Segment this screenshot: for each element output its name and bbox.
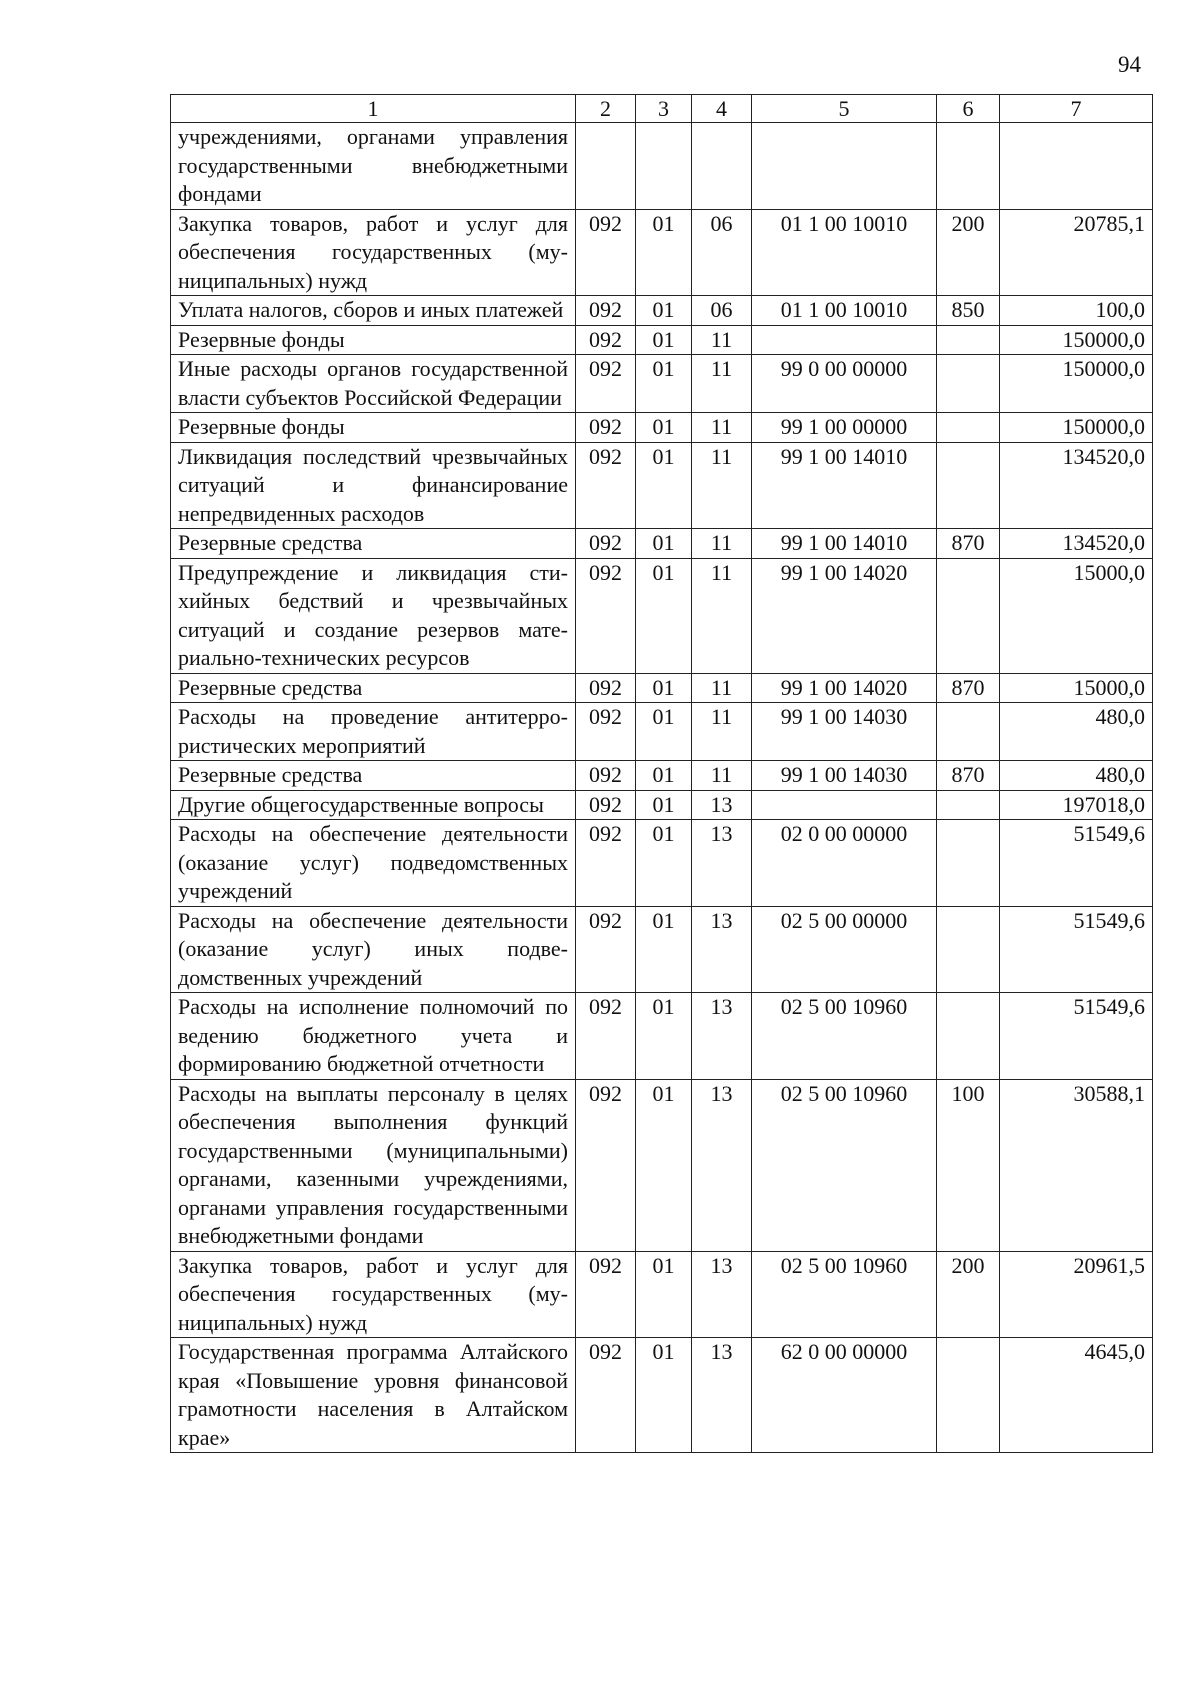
section-code-cell: 01 [636, 820, 692, 907]
amount-cell: 480,0 [1000, 703, 1153, 761]
target-article-cell [752, 325, 937, 355]
subsection-code-cell: 11 [692, 442, 752, 529]
admin-code-cell: 092 [576, 529, 636, 559]
subsection-code-cell: 13 [692, 906, 752, 993]
section-code-cell: 01 [636, 906, 692, 993]
expense-type-cell: 850 [937, 296, 1000, 326]
amount-cell: 150000,0 [1000, 355, 1153, 413]
table-row [171, 906, 1153, 993]
expense-type-cell: 100 [937, 1079, 1000, 1251]
section-code-cell: 01 [636, 1079, 692, 1251]
admin-code-cell: 092 [576, 558, 636, 673]
item-name-cell: Предупреждение и ликвидация стихийных бедствий и чрезвычайных ситуаций и создание резервов материально-технических ресурсов [171, 558, 576, 673]
target-article-cell: 02 5 00 10960 [752, 1079, 937, 1251]
amount-cell: 51549,6 [1000, 820, 1153, 907]
expense-type-cell [937, 558, 1000, 673]
expense-type-cell [937, 413, 1000, 443]
admin-code-cell: 092 [576, 703, 636, 761]
amount-cell: 51549,6 [1000, 993, 1153, 1080]
section-code-cell: 01 [636, 413, 692, 443]
section-code-cell: 01 [636, 703, 692, 761]
admin-code-cell: 092 [576, 673, 636, 703]
table-row [171, 993, 1153, 1080]
expense-type-cell: 200 [937, 1251, 1000, 1338]
subsection-code-cell: 13 [692, 790, 752, 820]
section-code-cell: 01 [636, 673, 692, 703]
target-article-cell: 02 5 00 00000 [752, 906, 937, 993]
subsection-code-cell: 11 [692, 413, 752, 443]
amount-cell: 4645,0 [1000, 1338, 1153, 1453]
target-article-cell: 02 5 00 10960 [752, 993, 937, 1080]
admin-code-cell: 092 [576, 296, 636, 326]
amount-cell: 197018,0 [1000, 790, 1153, 820]
column-header: 4 [692, 95, 752, 123]
amount-cell: 20961,5 [1000, 1251, 1153, 1338]
target-article-cell: 62 0 00 00000 [752, 1338, 937, 1453]
item-name-cell: Закупка товаров, работ и услуг для обеспечения государственных (муниципальных) нужд [171, 1251, 576, 1338]
expense-type-cell: 200 [937, 209, 1000, 296]
subsection-code-cell: 11 [692, 529, 752, 559]
amount-cell: 150000,0 [1000, 325, 1153, 355]
target-article-cell [752, 790, 937, 820]
section-code-cell: 01 [636, 1251, 692, 1338]
item-name-cell: Расходы на исполнение полномочий по ведению бюджетного учета и формированию бюджетной отчетности [171, 993, 576, 1080]
table-row [171, 529, 1153, 559]
section-code-cell: 01 [636, 790, 692, 820]
table-row [171, 325, 1153, 355]
subsection-code-cell: 13 [692, 1251, 752, 1338]
target-article-cell: 01 1 00 10010 [752, 209, 937, 296]
subsection-code-cell: 11 [692, 703, 752, 761]
table-row [171, 790, 1153, 820]
amount-cell: 51549,6 [1000, 906, 1153, 993]
table-row [171, 296, 1153, 326]
item-name-cell: учреждениями, органами управления государственными внебюджетными фондами [171, 123, 576, 210]
expense-type-cell [937, 442, 1000, 529]
item-name-cell: Расходы на проведение антитеррористических мероприятий [171, 703, 576, 761]
page-number: 94 [1118, 52, 1141, 77]
admin-code-cell: 092 [576, 1251, 636, 1338]
item-name-cell: Расходы на выплаты персоналу в целях обеспечения выполнения функций государственными (муниципальными) органами, казенными учреждениями, органами управления государственными внебюджетными фондами [171, 1079, 576, 1251]
table-row [171, 209, 1153, 296]
item-name-cell: Уплата налогов, сборов и иных платежей [171, 296, 576, 326]
item-name-cell: Резервные фонды [171, 325, 576, 355]
table-row [171, 820, 1153, 907]
amount-cell: 20785,1 [1000, 209, 1153, 296]
expense-type-cell [937, 906, 1000, 993]
section-code-cell: 01 [636, 993, 692, 1080]
table-row [171, 673, 1153, 703]
section-code-cell: 01 [636, 529, 692, 559]
subsection-code-cell: 13 [692, 820, 752, 907]
admin-code-cell: 092 [576, 790, 636, 820]
admin-code-cell: 092 [576, 1338, 636, 1453]
section-code-cell: 01 [636, 558, 692, 673]
subsection-code-cell [692, 123, 752, 210]
section-code-cell: 01 [636, 1338, 692, 1453]
section-code-cell: 01 [636, 325, 692, 355]
subsection-code-cell: 11 [692, 558, 752, 673]
table-body [171, 123, 1153, 1453]
table-row [171, 355, 1153, 413]
column-header: 5 [752, 95, 937, 123]
admin-code-cell: 092 [576, 355, 636, 413]
expense-type-cell [937, 1338, 1000, 1453]
section-code-cell: 01 [636, 442, 692, 529]
section-code-cell: 01 [636, 296, 692, 326]
admin-code-cell: 092 [576, 209, 636, 296]
expense-type-cell: 870 [937, 529, 1000, 559]
subsection-code-cell: 11 [692, 355, 752, 413]
item-name-cell: Ликвидация последствий чрезвычайных ситуаций и финансирование непредвиденных расходов [171, 442, 576, 529]
target-article-cell: 99 1 00 14010 [752, 529, 937, 559]
amount-cell: 30588,1 [1000, 1079, 1153, 1251]
admin-code-cell: 092 [576, 820, 636, 907]
subsection-code-cell: 11 [692, 673, 752, 703]
header-row [171, 95, 1153, 123]
amount-cell: 134520,0 [1000, 442, 1153, 529]
target-article-cell: 01 1 00 10010 [752, 296, 937, 326]
column-header: 3 [636, 95, 692, 123]
amount-cell: 150000,0 [1000, 413, 1153, 443]
subsection-code-cell: 11 [692, 761, 752, 791]
table-row [171, 1251, 1153, 1338]
section-code-cell: 01 [636, 761, 692, 791]
table-row [171, 1338, 1153, 1453]
admin-code-cell: 092 [576, 993, 636, 1080]
table-row [171, 761, 1153, 791]
subsection-code-cell: 13 [692, 1079, 752, 1251]
target-article-cell: 99 1 00 14020 [752, 673, 937, 703]
subsection-code-cell: 13 [692, 993, 752, 1080]
expense-type-cell: 870 [937, 761, 1000, 791]
item-name-cell: Закупка товаров, работ и услуг для обеспечения государственных (муниципальных) нужд [171, 209, 576, 296]
table-row [171, 123, 1153, 210]
expense-type-cell [937, 325, 1000, 355]
target-article-cell: 99 1 00 14010 [752, 442, 937, 529]
item-name-cell: Резервные средства [171, 761, 576, 791]
expense-type-cell [937, 355, 1000, 413]
subsection-code-cell: 06 [692, 296, 752, 326]
table-row [171, 413, 1153, 443]
amount-cell: 100,0 [1000, 296, 1153, 326]
admin-code-cell: 092 [576, 906, 636, 993]
item-name-cell: Иные расходы органов государственной власти субъектов Российской Федерации [171, 355, 576, 413]
table-row [171, 703, 1153, 761]
section-code-cell: 01 [636, 355, 692, 413]
target-article-cell [752, 123, 937, 210]
admin-code-cell: 092 [576, 761, 636, 791]
table-row [171, 558, 1153, 673]
section-code-cell: 01 [636, 209, 692, 296]
target-article-cell: 99 1 00 14020 [752, 558, 937, 673]
target-article-cell: 99 0 00 00000 [752, 355, 937, 413]
admin-code-cell: 092 [576, 325, 636, 355]
admin-code-cell: 092 [576, 442, 636, 529]
target-article-cell: 99 1 00 14030 [752, 761, 937, 791]
expense-type-cell [937, 993, 1000, 1080]
item-name-cell: Резервные средства [171, 673, 576, 703]
amount-cell: 134520,0 [1000, 529, 1153, 559]
item-name-cell: Резервные средства [171, 529, 576, 559]
amount-cell: 480,0 [1000, 761, 1153, 791]
target-article-cell: 99 1 00 00000 [752, 413, 937, 443]
amount-cell: 15000,0 [1000, 558, 1153, 673]
column-header: 2 [576, 95, 636, 123]
section-code-cell [636, 123, 692, 210]
target-article-cell: 02 0 00 00000 [752, 820, 937, 907]
admin-code-cell [576, 123, 636, 210]
expense-type-cell [937, 820, 1000, 907]
subsection-code-cell: 11 [692, 325, 752, 355]
admin-code-cell: 092 [576, 413, 636, 443]
amount-cell [1000, 123, 1153, 210]
expense-type-cell [937, 123, 1000, 210]
target-article-cell: 99 1 00 14030 [752, 703, 937, 761]
item-name-cell: Другие общегосударственные вопросы [171, 790, 576, 820]
item-name-cell: Расходы на обеспечение деятельности (оказание услуг) подведомственных учреждений [171, 820, 576, 907]
table-row [171, 442, 1153, 529]
target-article-cell: 02 5 00 10960 [752, 1251, 937, 1338]
expense-type-cell: 870 [937, 673, 1000, 703]
column-header: 6 [937, 95, 1000, 123]
expense-type-cell [937, 703, 1000, 761]
item-name-cell: Резервные фонды [171, 413, 576, 443]
column-header: 1 [171, 95, 576, 123]
amount-cell: 15000,0 [1000, 673, 1153, 703]
item-name-cell: Государственная программа Алтайского края «Повышение уровня финансовой грамотности населения в Алтайском крае» [171, 1338, 576, 1453]
table-row [171, 1079, 1153, 1251]
item-name-cell: Расходы на обеспечение деятельности (оказание услуг) иных подведомственных учреждений [171, 906, 576, 993]
subsection-code-cell: 13 [692, 1338, 752, 1453]
column-header: 7 [1000, 95, 1153, 123]
admin-code-cell: 092 [576, 1079, 636, 1251]
budget-table [170, 94, 1153, 1453]
expense-type-cell [937, 790, 1000, 820]
subsection-code-cell: 06 [692, 209, 752, 296]
